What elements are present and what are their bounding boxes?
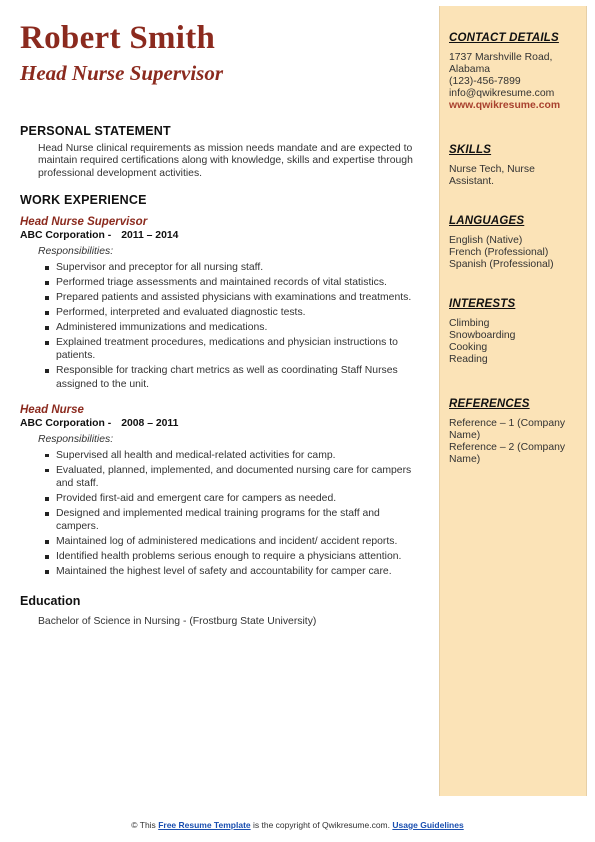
interest-item: Reading (449, 354, 488, 365)
contact-details (449, 52, 580, 112)
interest-item: Climbing (449, 318, 490, 329)
footer (0, 820, 595, 830)
job-entry (20, 404, 425, 579)
duty-item: Supervised all health and medical-related activities for camp. (56, 449, 425, 462)
education-entry: Bachelor of Science in Nursing - (Frostburg State University) (38, 616, 317, 628)
responsibilities-label: Responsibilities: (38, 246, 114, 258)
footer-prefix: © This (131, 820, 156, 830)
job-company-line (20, 417, 425, 430)
job-company-line (20, 229, 425, 242)
job-title: Head Nurse Supervisor (20, 216, 148, 229)
duty-item: Prepared patients and assisted physicians with examinations and treatments. (56, 291, 425, 304)
reference-item: Reference – 2 (Company Name) (449, 442, 566, 465)
address-line-2: Alabama (449, 64, 491, 75)
main-column (20, 22, 425, 627)
interest-item: Cooking (449, 342, 488, 353)
phone-number: (123)-456-7899 (449, 76, 521, 87)
duty-item: Performed, interpreted and evaluated diagnostic tests. (56, 306, 425, 319)
language-item: English (Native) (449, 235, 523, 246)
reference-item: Reference – 1 (Company Name) (449, 418, 566, 441)
interest-item: Snowboarding (449, 330, 516, 341)
duty-item: Administered immunizations and medications. (56, 321, 425, 334)
references-heading: REFERENCES (449, 398, 530, 410)
personal-statement-heading: PERSONAL STATEMENT (20, 124, 171, 138)
free-resume-template-link[interactable]: Free Resume Template (158, 820, 251, 830)
job-dates: 2008 – 2011 (121, 417, 179, 429)
duty-item: Provided first-aid and emergent care for campers as needed. (56, 492, 425, 505)
references-list (449, 418, 580, 466)
duty-item: Identified health problems serious enough to require a physicians attention. (56, 550, 425, 563)
job-dates: 2011 – 2014 (121, 230, 179, 242)
contact-heading: CONTACT DETAILS (449, 32, 559, 44)
duty-item: Evaluated, planned, implemented, and documented nursing care for campers and staff. (56, 464, 425, 490)
duty-list (20, 261, 425, 391)
duty-item: Explained treatment procedures, medications and physician instructions to patients. (56, 336, 425, 362)
responsibilities-label: Responsibilities: (38, 433, 114, 445)
duty-item: Maintained log of administered medications and incident/ accident reports. (56, 535, 425, 548)
language-item: Spanish (Professional) (449, 259, 554, 270)
job-company: ABC Corporation - (20, 417, 112, 429)
interests-heading: INTERESTS (449, 298, 516, 310)
skills-heading: SKILLS (449, 144, 492, 156)
duty-item: Performed triage assessments and maintained records of vital statistics. (56, 276, 425, 289)
language-item: French (Professional) (449, 247, 549, 258)
duty-item: Responsible for tracking chart metrics as well as coordinating Staff Nurses assigned to the unit. (56, 364, 425, 390)
skills-text: Nurse Tech, Nurse Assistant. (449, 164, 535, 187)
interests-list (449, 318, 580, 366)
sidebar (439, 6, 587, 796)
candidate-name: Robert Smith (20, 20, 216, 56)
duty-list (20, 449, 425, 579)
languages-heading: LANGUAGES (449, 215, 525, 227)
address-line-1: 1737 Marshville Road, (449, 52, 553, 63)
website-link[interactable]: www.qwikresume.com (449, 100, 561, 111)
languages-list (449, 235, 580, 271)
candidate-title: Head Nurse Supervisor (20, 61, 224, 85)
job-entry (20, 216, 425, 391)
job-company: ABC Corporation - (20, 230, 112, 242)
personal-statement-text: Head Nurse clinical requirements as mission needs mandate and are expected to maintain required certifications along with knowledge, skills and expertise through professional development activities. (38, 143, 413, 179)
job-title: Head Nurse (20, 403, 84, 416)
duty-item: Maintained the highest level of safety and accountability for camper care. (56, 565, 425, 578)
footer-copyright: is the copyright of Qwikresume.com. (253, 820, 390, 830)
duty-item: Supervisor and preceptor for all nursing staff. (56, 261, 425, 274)
work-experience-heading: WORK EXPERIENCE (20, 193, 147, 208)
education-heading: Education (20, 594, 81, 609)
usage-guidelines-link[interactable]: Usage Guidelines (392, 820, 464, 830)
email-address: info@qwikresume.com (449, 88, 555, 99)
duty-item: Designed and implemented medical training programs for the staff and campers. (56, 507, 425, 533)
